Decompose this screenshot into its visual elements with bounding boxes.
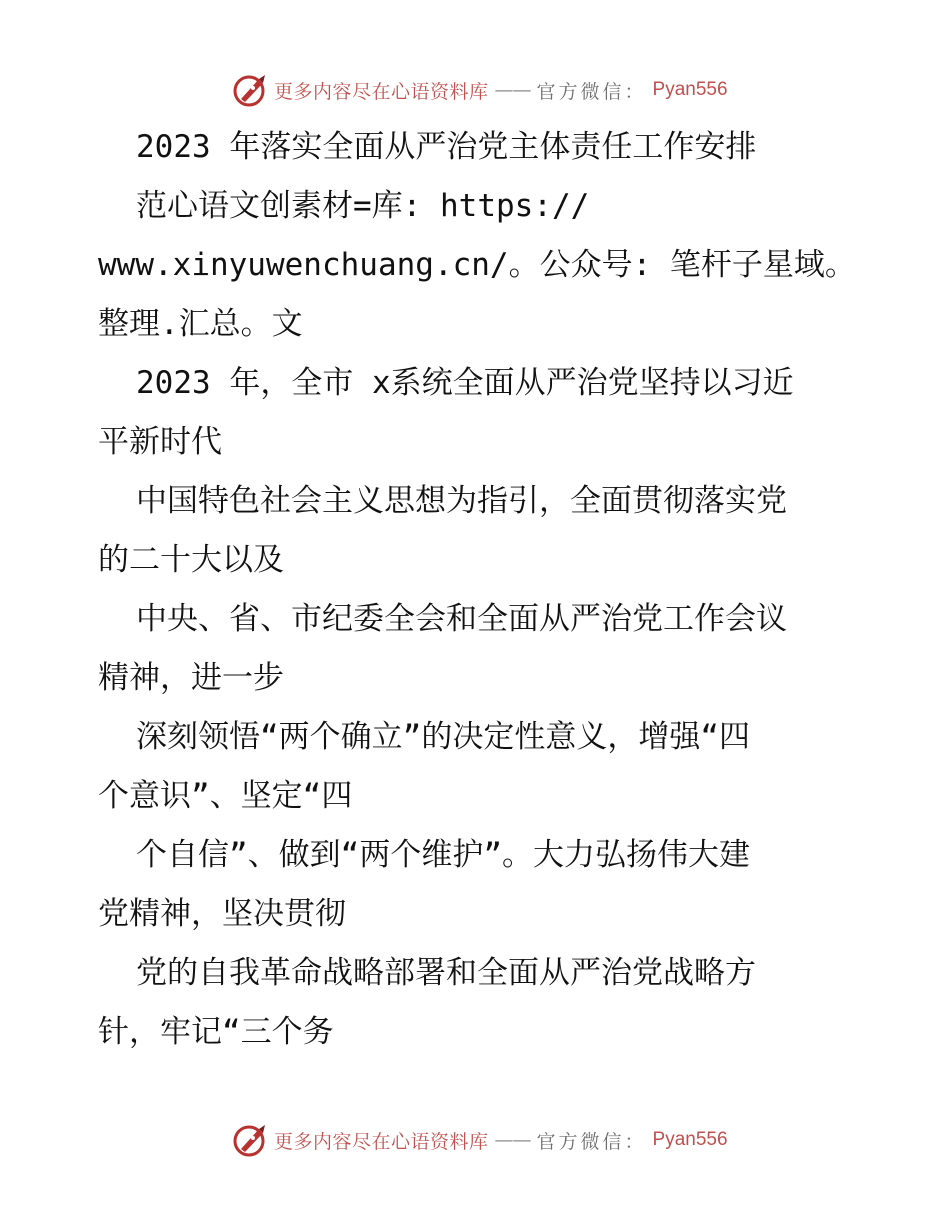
paragraph-line: 平新时代 — [98, 424, 222, 460]
paragraph-line: 深刻领悟“两个确立”的决定性意义，增强“四 — [136, 719, 750, 755]
paragraph-line: 个意识”、坚定“四 — [98, 778, 353, 814]
paragraph-line: 中央、省、市纪委全会和全面从严治党工作会议 — [136, 601, 787, 637]
paragraph-line: 针，牢记“三个务 — [98, 1014, 334, 1050]
paragraph-line: 党精神，坚决贯彻 — [98, 896, 346, 932]
paragraph-line: 个自信”、做到“两个维护”。大力弘扬伟大建 — [136, 837, 750, 873]
paragraph-line: www.xinyuwenchuang.cn/。公众号: 笔杆子星域。 — [98, 247, 856, 283]
paragraph-line: 范心语文创素材=库: https:// — [136, 188, 590, 224]
paragraph-line: 精神，进一步 — [98, 660, 284, 696]
banner-wechat-id: Pyan556 — [652, 1129, 728, 1150]
document-body — [98, 118, 858, 1062]
pen-nib-logo-icon — [232, 1122, 268, 1158]
banner-wechat-label: 官方微信： — [536, 1130, 647, 1153]
paragraph-line: 中国特色社会主义思想为指引，全面贯彻落实党 — [136, 483, 787, 519]
paragraph-line: 的二十大以及 — [98, 542, 284, 578]
pen-nib-logo-icon — [232, 72, 268, 108]
banner-separator: —— — [494, 1129, 531, 1151]
paragraph-line: 整理.汇总。文 — [98, 306, 303, 342]
banner-separator: —— — [494, 79, 531, 101]
paragraph-line: 2023 年，全市 x系统全面从严治党坚持以习近 — [136, 365, 794, 401]
footer-banner — [232, 1120, 728, 1160]
paragraph-line: 党的自我革命战略部署和全面从严治党战略方 — [136, 955, 756, 991]
header-banner — [232, 70, 728, 110]
banner-slogan: 更多内容尽在心语资料库 — [274, 80, 489, 103]
document-title: 2023 年落实全面从严治党主体责任工作安排 — [136, 129, 757, 165]
banner-slogan: 更多内容尽在心语资料库 — [274, 1130, 489, 1153]
banner-wechat-id: Pyan556 — [652, 79, 728, 100]
banner-wechat-label: 官方微信： — [536, 80, 647, 103]
